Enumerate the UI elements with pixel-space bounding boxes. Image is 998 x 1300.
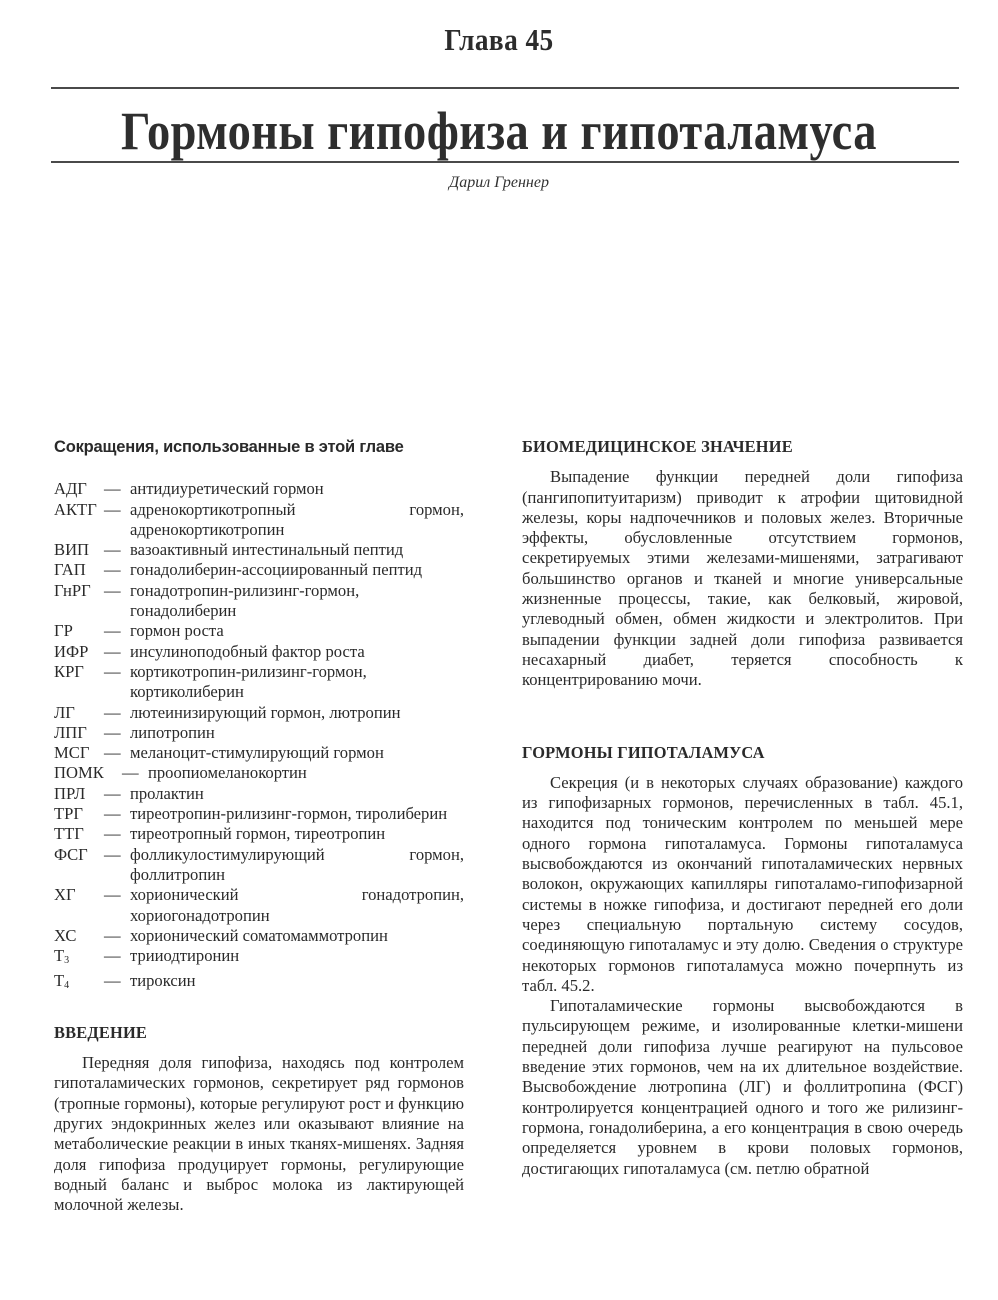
abbreviation-key-base: T	[54, 946, 65, 966]
abbreviation-value: липотропин	[130, 722, 215, 742]
abbreviation-key: ХГ	[54, 885, 76, 905]
abbreviation-key-base: T	[54, 971, 65, 991]
author-name: Дарил Греннер	[449, 174, 549, 191]
abbreviation-value: гормон роста	[130, 621, 224, 641]
hypothalamus-paragraph: Гипоталамические гормоны высвобождаются в пульсирующем режиме, и изолированные клетки-мишени передней доли гипофиза лучше реагируют на пульсовое введение этих гормонов, чем на их длительное воздействие. Высвобождение лютропина (ЛГ) и фоллитропина (ФСГ) контролируется концентрацией одного и того же рилизинг-гормона, гонадолиберина, а его концентрация в свою очередь определяется уровнем в крови половых гормонов, достигающих гипоталамуса (см. петлю обратной	[522, 996, 963, 1178]
abbreviation-value: вазоактивный интестинальный пептид	[130, 540, 404, 560]
abbreviation-item	[54, 743, 464, 763]
abbreviation-value: фолликулостимулирующий гормон, фоллитропин	[130, 844, 464, 884]
abbreviation-value: инсулиноподобный фактор роста	[130, 641, 365, 661]
abbreviation-dash: —	[104, 722, 121, 742]
abbreviation-value: антидиуретический гормон	[130, 479, 324, 499]
abbreviation-item	[54, 885, 464, 926]
abbreviation-key: ГАП	[54, 560, 86, 580]
abbreviation-value: лютеинизирующий гормон, лютропин	[130, 702, 401, 722]
abbreviation-key: ПОМК	[54, 763, 104, 783]
abbreviation-item	[54, 642, 464, 662]
abbreviation-item	[54, 540, 464, 560]
abbreviation-item	[54, 804, 464, 824]
abbreviation-item	[54, 926, 464, 946]
abbreviation-dash: —	[104, 621, 121, 641]
abbreviation-key: МСГ	[54, 743, 90, 763]
abbreviation-key: ХС	[54, 925, 77, 945]
introduction-paragraph: Передняя доля гипофиза, находясь под контролем гипоталамических гормонов, секретирует ряд гормонов (тропные гормоны), которые регулируют рост и функцию других эндокринных желез или оказывают влияние на метаболические реакции в иных тканях-мишенях. Задняя доля гипофиза продуцирует гормоны, регулирующие водный баланс и выброс молока из лактирующей молочной железы.	[54, 1053, 464, 1215]
abbreviation-dash: —	[104, 560, 121, 580]
abbreviation-item	[54, 723, 464, 743]
abbreviation-dash: —	[104, 743, 121, 763]
biomedical-heading: БИОМЕДИЦИНСКОЕ ЗНАЧЕНИЕ	[522, 437, 793, 456]
abbreviation-key-subscript: 4	[64, 980, 70, 992]
abbreviation-key: ФСГ	[54, 844, 88, 864]
abbreviation-key	[54, 946, 104, 971]
abbreviation-dash: —	[122, 763, 139, 783]
abbreviation-item	[54, 581, 464, 622]
abbreviation-item	[54, 703, 464, 723]
right-column	[522, 437, 963, 1179]
abbreviation-key: ИФР	[54, 641, 89, 661]
abbreviation-value: тиреотропин-рилизинг-гормон, тиролиберин	[130, 804, 448, 824]
abbreviation-key	[54, 971, 104, 996]
abbreviation-item	[54, 763, 464, 783]
abbreviation-key-subscript: 3	[64, 955, 70, 967]
abbreviation-dash: —	[104, 641, 121, 661]
abbreviation-dash: —	[104, 804, 121, 824]
abbreviation-dash: —	[104, 540, 121, 560]
abbreviation-key: ГР	[54, 621, 73, 641]
abbreviation-item	[54, 479, 464, 499]
header-rule-bottom	[51, 161, 959, 163]
abbreviation-dash: —	[104, 946, 121, 966]
header-rule-top	[51, 87, 959, 89]
abbreviation-item	[54, 784, 464, 804]
abbreviation-item	[54, 845, 464, 886]
abbreviation-item	[54, 560, 464, 580]
abbreviation-value: адренокортикотропный гормон, адренокортикотропин	[130, 499, 464, 539]
abbreviation-key: ГнРГ	[54, 580, 91, 600]
introduction-heading: ВВЕДЕНИЕ	[54, 1022, 148, 1042]
abbreviation-item	[54, 662, 464, 703]
abbreviation-value: трииодтиронин	[130, 946, 240, 966]
abbreviation-dash: —	[104, 580, 121, 600]
abbreviation-dash: —	[104, 661, 121, 681]
abbreviation-key: ЛПГ	[54, 722, 87, 742]
chapter-title: Гормоны гипофиза и гипоталамуса	[121, 101, 877, 161]
abbreviation-dash: —	[104, 479, 121, 499]
biomedical-paragraph: Выпадение функции передней доли гипофиза (пангипопитуитаризм) приводит к атрофии щитовидной железы, коры надпочечников и половых желез. Вторичные эффекты, обусловленные отсутствием гормонов, секретируемых этими железами-мишенями, затрагивают большинство органов и тканей и многие универсальные жизненные процессы, такие, как белковый, жировой, углеводный обмен, обмен жидкости и электролитов. При выпадении функции задней доли гипофиза развивается несахарный диабет, теряется способность к концентрированию мочи.	[522, 467, 963, 690]
abbreviation-dash: —	[104, 702, 121, 722]
abbreviation-key: ТТГ	[54, 824, 84, 844]
abbreviation-dash: —	[104, 783, 121, 803]
abbreviation-value: меланоцит-стимулирующий гормон	[130, 743, 384, 763]
abbreviation-key: ПРЛ	[54, 783, 86, 803]
abbreviation-value: гонадолиберин-ассоциированный пептид	[130, 560, 423, 580]
abbreviation-dash: —	[104, 499, 121, 519]
abbreviation-value: гонадотропин-рилизинг-гормон, гонадолиберин	[130, 580, 360, 621]
chapter-label: Глава 45	[444, 22, 554, 57]
abbreviation-item	[54, 621, 464, 641]
abbreviation-value: хорионический соматомаммотропин	[130, 925, 388, 945]
abbreviation-value: пролактин	[130, 783, 204, 803]
abbreviation-key: ТРГ	[54, 804, 83, 824]
hypothalamus-heading: ГОРМОНЫ ГИПОТАЛАМУСА	[522, 742, 765, 762]
abbreviation-dash: —	[104, 824, 121, 844]
abbreviation-dash: —	[104, 844, 121, 864]
abbreviation-item	[54, 946, 464, 971]
abbreviation-value: кортикотропин-рилизинг-гормон, кортиколиберин	[130, 661, 367, 702]
abbreviation-key: ЛГ	[54, 702, 75, 722]
abbreviation-dash: —	[104, 925, 121, 945]
abbreviation-key: ВИП	[54, 540, 90, 560]
abbreviations-list	[54, 479, 464, 996]
left-column	[54, 437, 464, 1215]
abbreviation-item	[54, 971, 464, 996]
abbreviation-value: проопиомеланокортин	[148, 763, 307, 783]
abbreviation-key: КРГ	[54, 661, 84, 681]
abbreviation-item	[54, 500, 464, 541]
hypothalamus-paragraph: Секреция (и в некоторых случаях образование) каждого из гипофизарных гормонов, перечисленных в табл. 45.1, находится под тоническим контролем по меньшей мере одного гормона гипоталамуса. Гормоны гипоталамуса высвобождаются из окончаний гипоталамических нервных волокон, окружающих капилляры гипоталамо-гипофизарной системы в ножке гипофиза, и достигают передней его доли через специальную портальную систему сосудов, соединяющую гипоталамус и эту долю. Сведения о структуре некоторых гормонов гипоталамуса можно почерпнуть из табл. 45.2.	[522, 772, 963, 995]
abbreviation-value: тиреотропный гормон, тиреотропин	[130, 824, 386, 844]
abbreviation-dash: —	[104, 885, 121, 905]
abbreviation-dash: —	[104, 971, 121, 991]
abbreviations-heading: Сокращения, использованные в этой главе	[54, 438, 404, 456]
abbreviation-item	[54, 824, 464, 844]
abbreviation-key: АКТГ	[54, 499, 97, 519]
abbreviation-key: АДГ	[54, 479, 87, 499]
abbreviation-value: тироксин	[130, 971, 196, 991]
abbreviation-value: хорионический гонадотропин, хориогонадотропин	[130, 885, 464, 925]
